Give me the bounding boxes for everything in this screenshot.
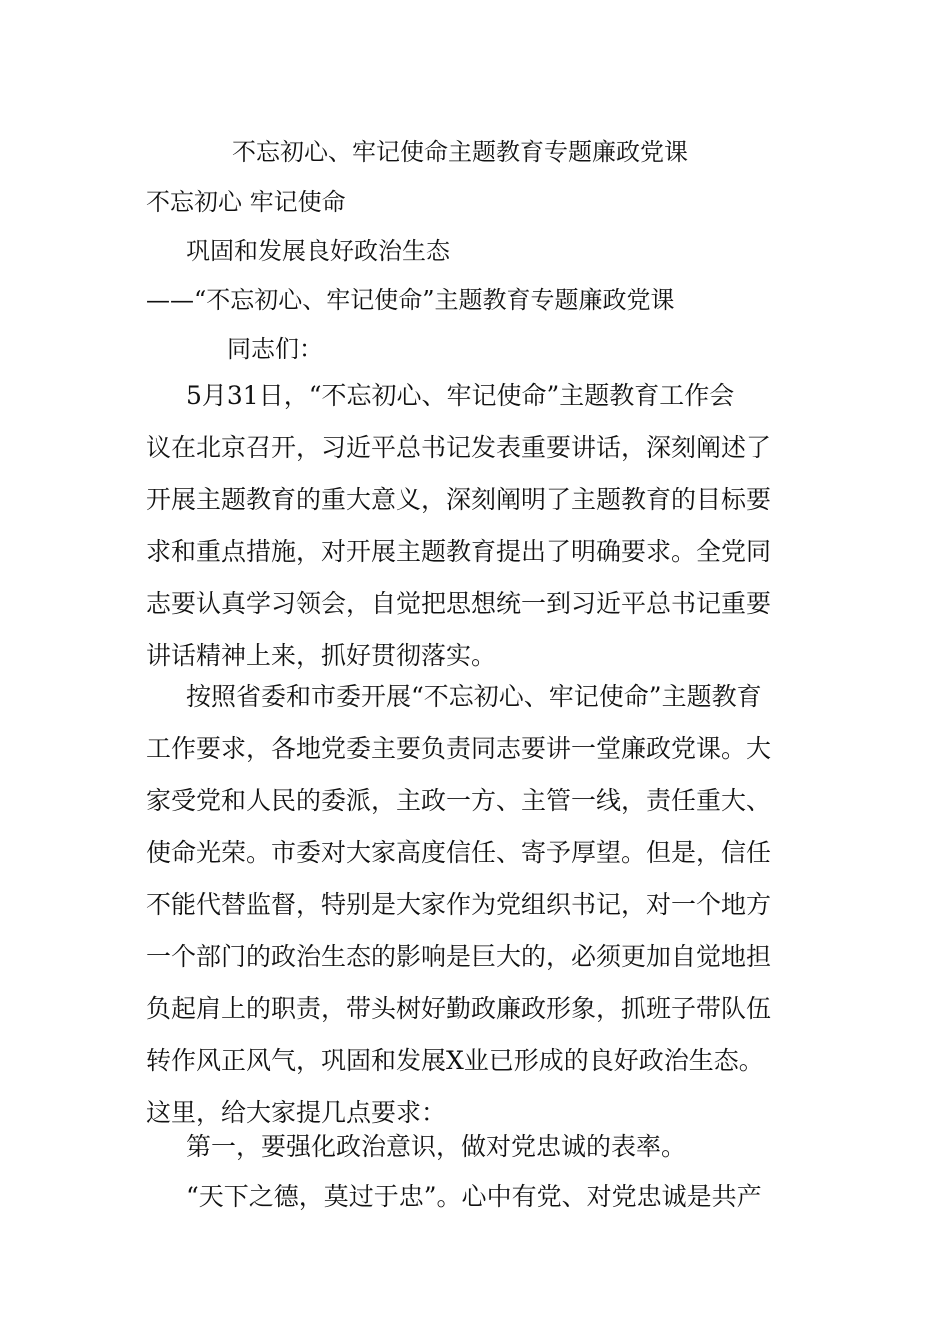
paragraph-line: 议在北京召开，习近平总书记发表重要讲话，深刻阐述了 — [146, 433, 772, 462]
paragraph-line: 负起肩上的职责，带头树好勤政廉政形象，抓班子带队伍 — [146, 994, 772, 1023]
paragraph-2 — [146, 681, 806, 1149]
paragraph-line: 开展主题教育的重大意义，深刻阐明了主题教育的目标要 — [146, 485, 772, 514]
subtitle-line-3: ——“不忘初心、牢记使命”主题教育专题廉政党课 — [146, 286, 675, 314]
paragraph-line: 第一，要强化政治意识，做对党忠诚的表率。 — [186, 1132, 687, 1161]
paragraph-line: “天下之德，莫过于忠”。心中有党、对党忠诚是共产 — [186, 1182, 762, 1211]
greeting: 同志们： — [227, 335, 323, 363]
paragraph-line: 按照省委和市委开展“不忘初心、牢记使命”主题教育 — [186, 682, 762, 711]
paragraph-4 — [146, 1181, 806, 1233]
document-title: 不忘初心、牢记使命主题教育专题廉政党课 — [232, 138, 688, 166]
paragraph-line: 这里，给大家提几点要求： — [146, 1098, 447, 1127]
paragraph-line: 使命光荣。市委对大家高度信任、寄予厚望。但是，信任 — [146, 838, 772, 867]
subtitle-line-2: 巩固和发展良好政治生态 — [186, 237, 450, 265]
paragraph-3 — [146, 1131, 806, 1183]
paragraph-line: 转作风正风气，巩固和发展X业已形成的良好政治生态。 — [146, 1046, 764, 1075]
paragraph-1 — [146, 380, 806, 692]
paragraph-line: 不能代替监督，特别是大家作为党组织书记，对一个地方 — [146, 890, 772, 919]
paragraph-line: 一个部门的政治生态的影响是巨大的，必须更加自觉地担 — [146, 942, 772, 971]
paragraph-line: 志要认真学习领会，自觉把思想统一到习近平总书记重要 — [146, 589, 772, 618]
paragraph-line: 5月31日，“不忘初心、牢记使命”主题教育工作会 — [186, 381, 735, 410]
subtitle-line-1: 不忘初心 牢记使命 — [146, 188, 346, 216]
paragraph-line: 求和重点措施，对开展主题教育提出了明确要求。全党同 — [146, 537, 772, 566]
paragraph-line: 工作要求，各地党委主要负责同志要讲一堂廉政党课。大 — [146, 734, 772, 763]
paragraph-line: 家受党和人民的委派，主政一方、主管一线，责任重大、 — [146, 786, 772, 815]
paragraph-line: 讲话精神上来，抓好贯彻落实。 — [146, 641, 497, 670]
